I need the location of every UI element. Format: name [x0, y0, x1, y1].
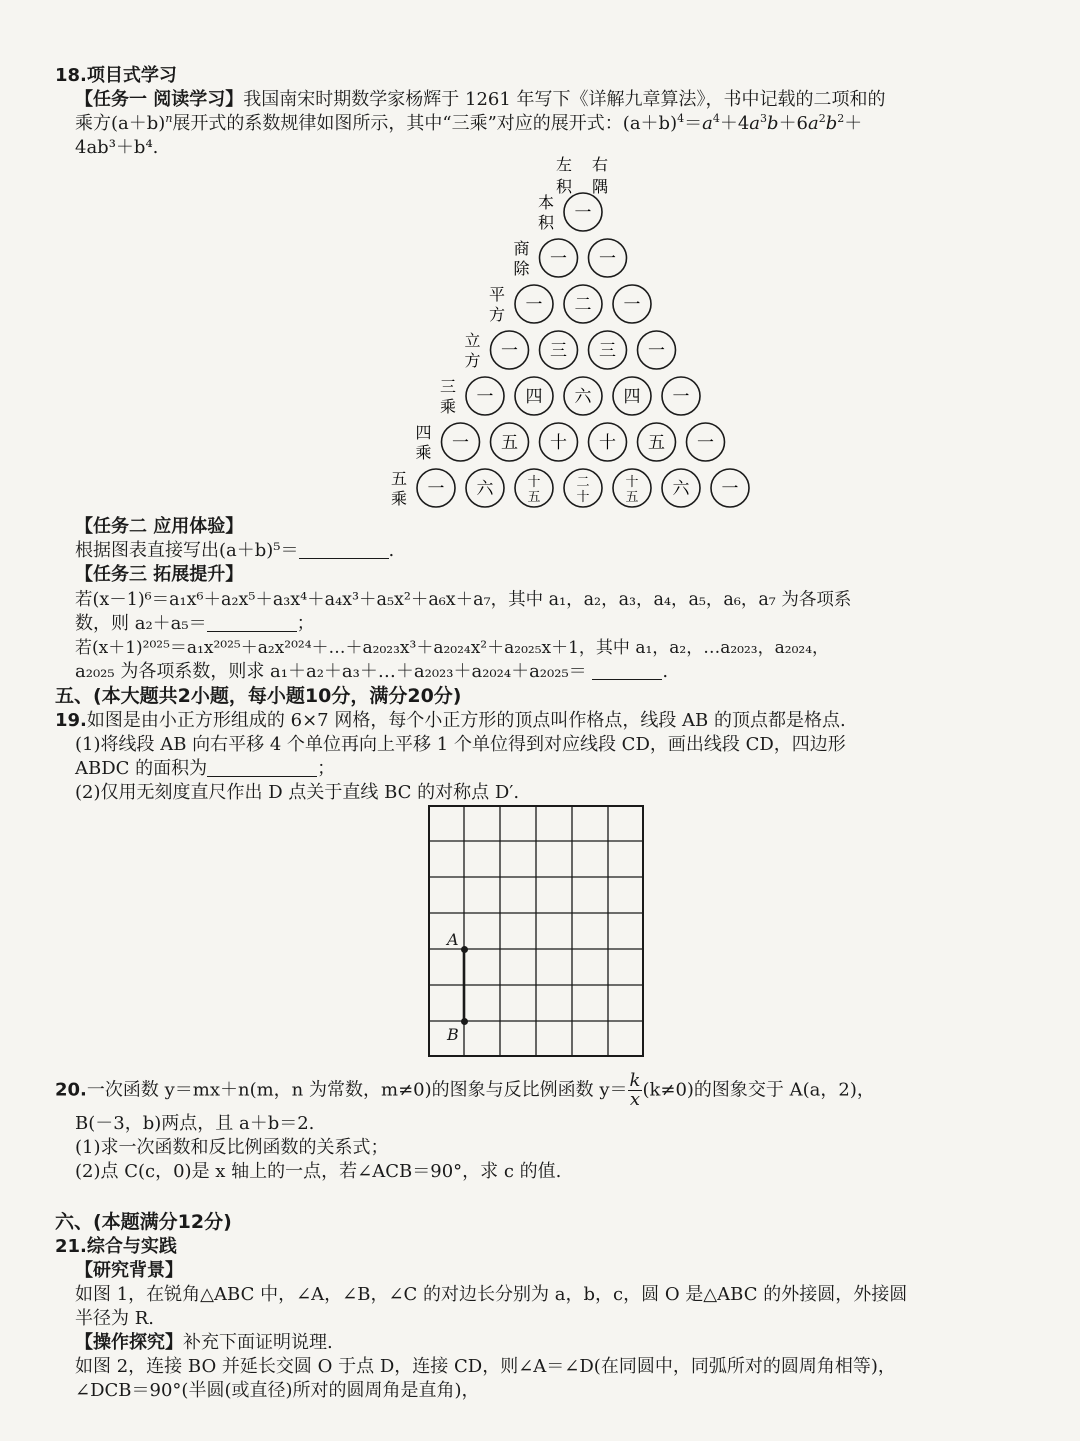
yanghui-triangle [0, 0, 1080, 520]
q19-part2: (2)仅用无刻度直尺作出 D 点关于直线 BC 的对称点 D′. [75, 782, 520, 803]
q19-line [55, 709, 846, 733]
triangle-row-label: 立 [464, 331, 481, 350]
triangle-cell-value: 二 [576, 475, 590, 490]
triangle-row-label: 三 [439, 377, 457, 396]
triangle-cell-value: 四 [525, 387, 543, 407]
q21-title: 综合与实践 [86, 1236, 177, 1257]
triangle-row-label: 除 [513, 259, 530, 278]
q21-op-line: 【操作探究】补充下面证明说理. [75, 1332, 333, 1353]
triangle-cell-value: 一 [501, 341, 518, 361]
triangle-cell-value: 一 [525, 295, 543, 315]
triangle-cell-value: 一 [476, 387, 494, 407]
triangle-cell-value: 一 [550, 249, 567, 269]
triangle-row-label: 乘 [390, 489, 408, 508]
q20-number: 20. [55, 1079, 87, 1101]
triangle-row-label: 乘 [439, 397, 457, 416]
task2-text: 根据图表直接写出(a＋b)⁵＝ [75, 540, 299, 561]
q21-op-heading: 【操作探究】 [75, 1332, 183, 1353]
task1-text-2a: 乘方(a＋b) [75, 113, 166, 134]
triangle-cell-value: 十 [527, 475, 541, 490]
q20-part2: (2)点 C(c，0)是 x 轴上的一点，若∠ACB＝90°，求 c 的值. [75, 1161, 562, 1182]
triangle-cell-value: 一 [623, 295, 641, 315]
triangle-cell-value: 五 [625, 490, 639, 505]
k-over-x-fraction: $\frac{k}{x}$ [629, 1070, 641, 1110]
task2-heading: 【任务二 应用体验】 [75, 516, 244, 537]
triangle-top-label: 右 [591, 155, 609, 174]
task3-line1a: 若(x－1)⁶＝a₁x⁶＋a₂x⁵＋a₃x⁴＋a₄x³＋a₅x²＋a₆x＋a₇，其中 a₁，a₂，a₃，a₄，a₅，a₆，a₇ 为各项系 [75, 590, 852, 610]
task3-line1b: 数，则 a₂＋a₅＝ ； [75, 613, 315, 634]
task1-text-1: 我国南宋时期数学家杨辉于 1261 年写下《详解九章算法》，书中记载的二项和的 [243, 89, 886, 110]
triangle-cell-value: 一 [648, 341, 665, 361]
task3-answer2-blank[interactable] [592, 663, 662, 680]
triangle-cell-value: 一 [721, 479, 739, 499]
point-a [461, 946, 468, 953]
task3-heading: 【任务三 拓展提升】 [75, 564, 244, 585]
q21-bg-line2: 半径为 R. [75, 1308, 154, 1329]
triangle-row-label: 五 [390, 469, 408, 488]
triangle-cell-value: 一 [672, 387, 690, 407]
triangle-cell-value: 六 [574, 387, 592, 407]
task2-answer-blank[interactable] [299, 542, 389, 559]
triangle-cell-value: 五 [527, 490, 541, 505]
task3-answer1-blank[interactable] [207, 615, 297, 632]
triangle-row-label: 商 [513, 239, 530, 258]
q18-task1-line2: 乘方$(a+b)^n$展开式的系数规律如图所示，其中“三乘”对应的展开式：$(a+b)^4=a^4+4a^3b+6a^2b^2+$ [75, 112, 863, 134]
triangle-cell-value: 十 [576, 490, 590, 505]
triangle-cell-value: 二 [574, 295, 592, 315]
task2-line: 根据图表直接写出(a＋b)⁵＝ . [75, 540, 395, 561]
triangle-cell-value: 一 [452, 433, 469, 453]
triangle-top-label: 左 [555, 155, 573, 174]
section6-header: 六、(本题满分12分) [55, 1211, 232, 1233]
point-b [461, 1018, 468, 1025]
triangle-cell-value: 一 [427, 479, 445, 499]
triangle-cell-value: 四 [623, 387, 641, 407]
triangle-cell-value: 三 [599, 341, 616, 361]
task1-heading: 【任务一 阅读学习】 [75, 89, 244, 110]
triangle-cell-value: 三 [550, 341, 567, 361]
triangle-cell-value: 一 [697, 433, 714, 453]
triangle-row-label: 方 [464, 351, 481, 370]
q18-title: 项目式学习 [86, 65, 177, 86]
q19-part1b: ABDC 的面积为 ； [75, 758, 336, 779]
q18-number: 18. [55, 65, 87, 86]
q19-number: 19. [55, 710, 87, 731]
q19-area-blank[interactable] [207, 760, 317, 777]
triangle-cell-value: 六 [476, 479, 494, 499]
task3-line3: a₂₀₂₅ 为各项系数，则求 a₁＋a₂＋a₃＋…＋a₂₀₂₃＋a₂₀₂₄＋a₂₀₂₅＝ . [75, 661, 669, 682]
triangle-row-label: 乘 [415, 443, 432, 462]
triangle-top-label: 积 [555, 177, 573, 196]
q20-line1: 20.一次函数 y＝mx＋n(m，n 为常数，m≠0)的图象与反比例函数 y＝ $\frac{k}{x}$ (k≠0)的图象交于 A(a，2)， [55, 1070, 875, 1110]
q20-line2: B(－3，b)两点，且 a＋b＝2. [75, 1113, 315, 1134]
triangle-cell-value: 十 [625, 475, 639, 490]
q21-number: 21. [55, 1236, 87, 1257]
q21-op-line1: 如图 2，连接 BO 并延长交圆 O 于点 D，连接 CD，则∠A＝∠D(在同圆中，同弧所对的圆周角相等)， [75, 1356, 896, 1377]
section5-header: 五、(本大题共2小题，每小题10分，满分20分) [55, 685, 462, 707]
task3-line2: 若(x＋1)²⁰²⁵＝a₁x²⁰²⁵＋a₂x²⁰²⁴＋…＋a₂₀₂₃x³＋a₂₀₂₄x²＋a₂₀₂₅x＋1，其中 a₁，a₂，…a₂₀₂₃，a₂₀₂₄， [75, 638, 830, 658]
triangle-cell-value: 十 [550, 433, 567, 453]
q20-part1: (1)求一次函数和反比例函数的关系式； [75, 1137, 389, 1158]
triangle-cell-value: 五 [648, 433, 665, 453]
task1-text-2b: 展开式的系数规律如图所示，其中“三乘”对应的展开式：(a＋b) [172, 113, 678, 134]
q21-bg-line1: 如图 1，在锐角△ABC 中，∠A，∠B，∠C 的对边长分别为 a，b，c，圆 O 是△ABC 的外接圆，外接圆 [75, 1284, 908, 1305]
q21-op-line2: ∠DCB＝90°(半圆(或直径)所对的圆周角是直角)， [75, 1380, 480, 1401]
q18-task1-line3: 4ab³＋b⁴. [75, 137, 159, 158]
triangle-cell-value: 十 [599, 433, 616, 453]
label-a: A [447, 930, 459, 949]
q19-text: 如图是由小正方形组成的 6×7 网格，每个小正方形的顶点叫作格点，线段 AB 的顶点都是格点. [86, 710, 846, 731]
triangle-row-label: 平 [488, 285, 506, 304]
triangle-row-label: 本 [537, 193, 555, 212]
triangle-row-label: 积 [537, 213, 555, 232]
triangle-top-label: 隅 [591, 177, 609, 196]
q19-part1a: (1)将线段 AB 向右平移 4 个单位再向上平移 1 个单位得到对应线段 CD，画出线段 CD，四边形 [75, 734, 846, 755]
q21-title-line [55, 1235, 177, 1259]
triangle-row-label: 方 [488, 305, 506, 324]
triangle-cell-value: 一 [599, 249, 616, 269]
q21-bg-heading: 【研究背景】 [75, 1260, 183, 1281]
triangle-row-label: 四 [415, 423, 432, 442]
label-b: B [447, 1025, 459, 1044]
triangle-cell-value: 一 [574, 203, 592, 223]
triangle-cell-value: 五 [501, 433, 518, 453]
triangle-cell-value: 六 [672, 479, 690, 499]
